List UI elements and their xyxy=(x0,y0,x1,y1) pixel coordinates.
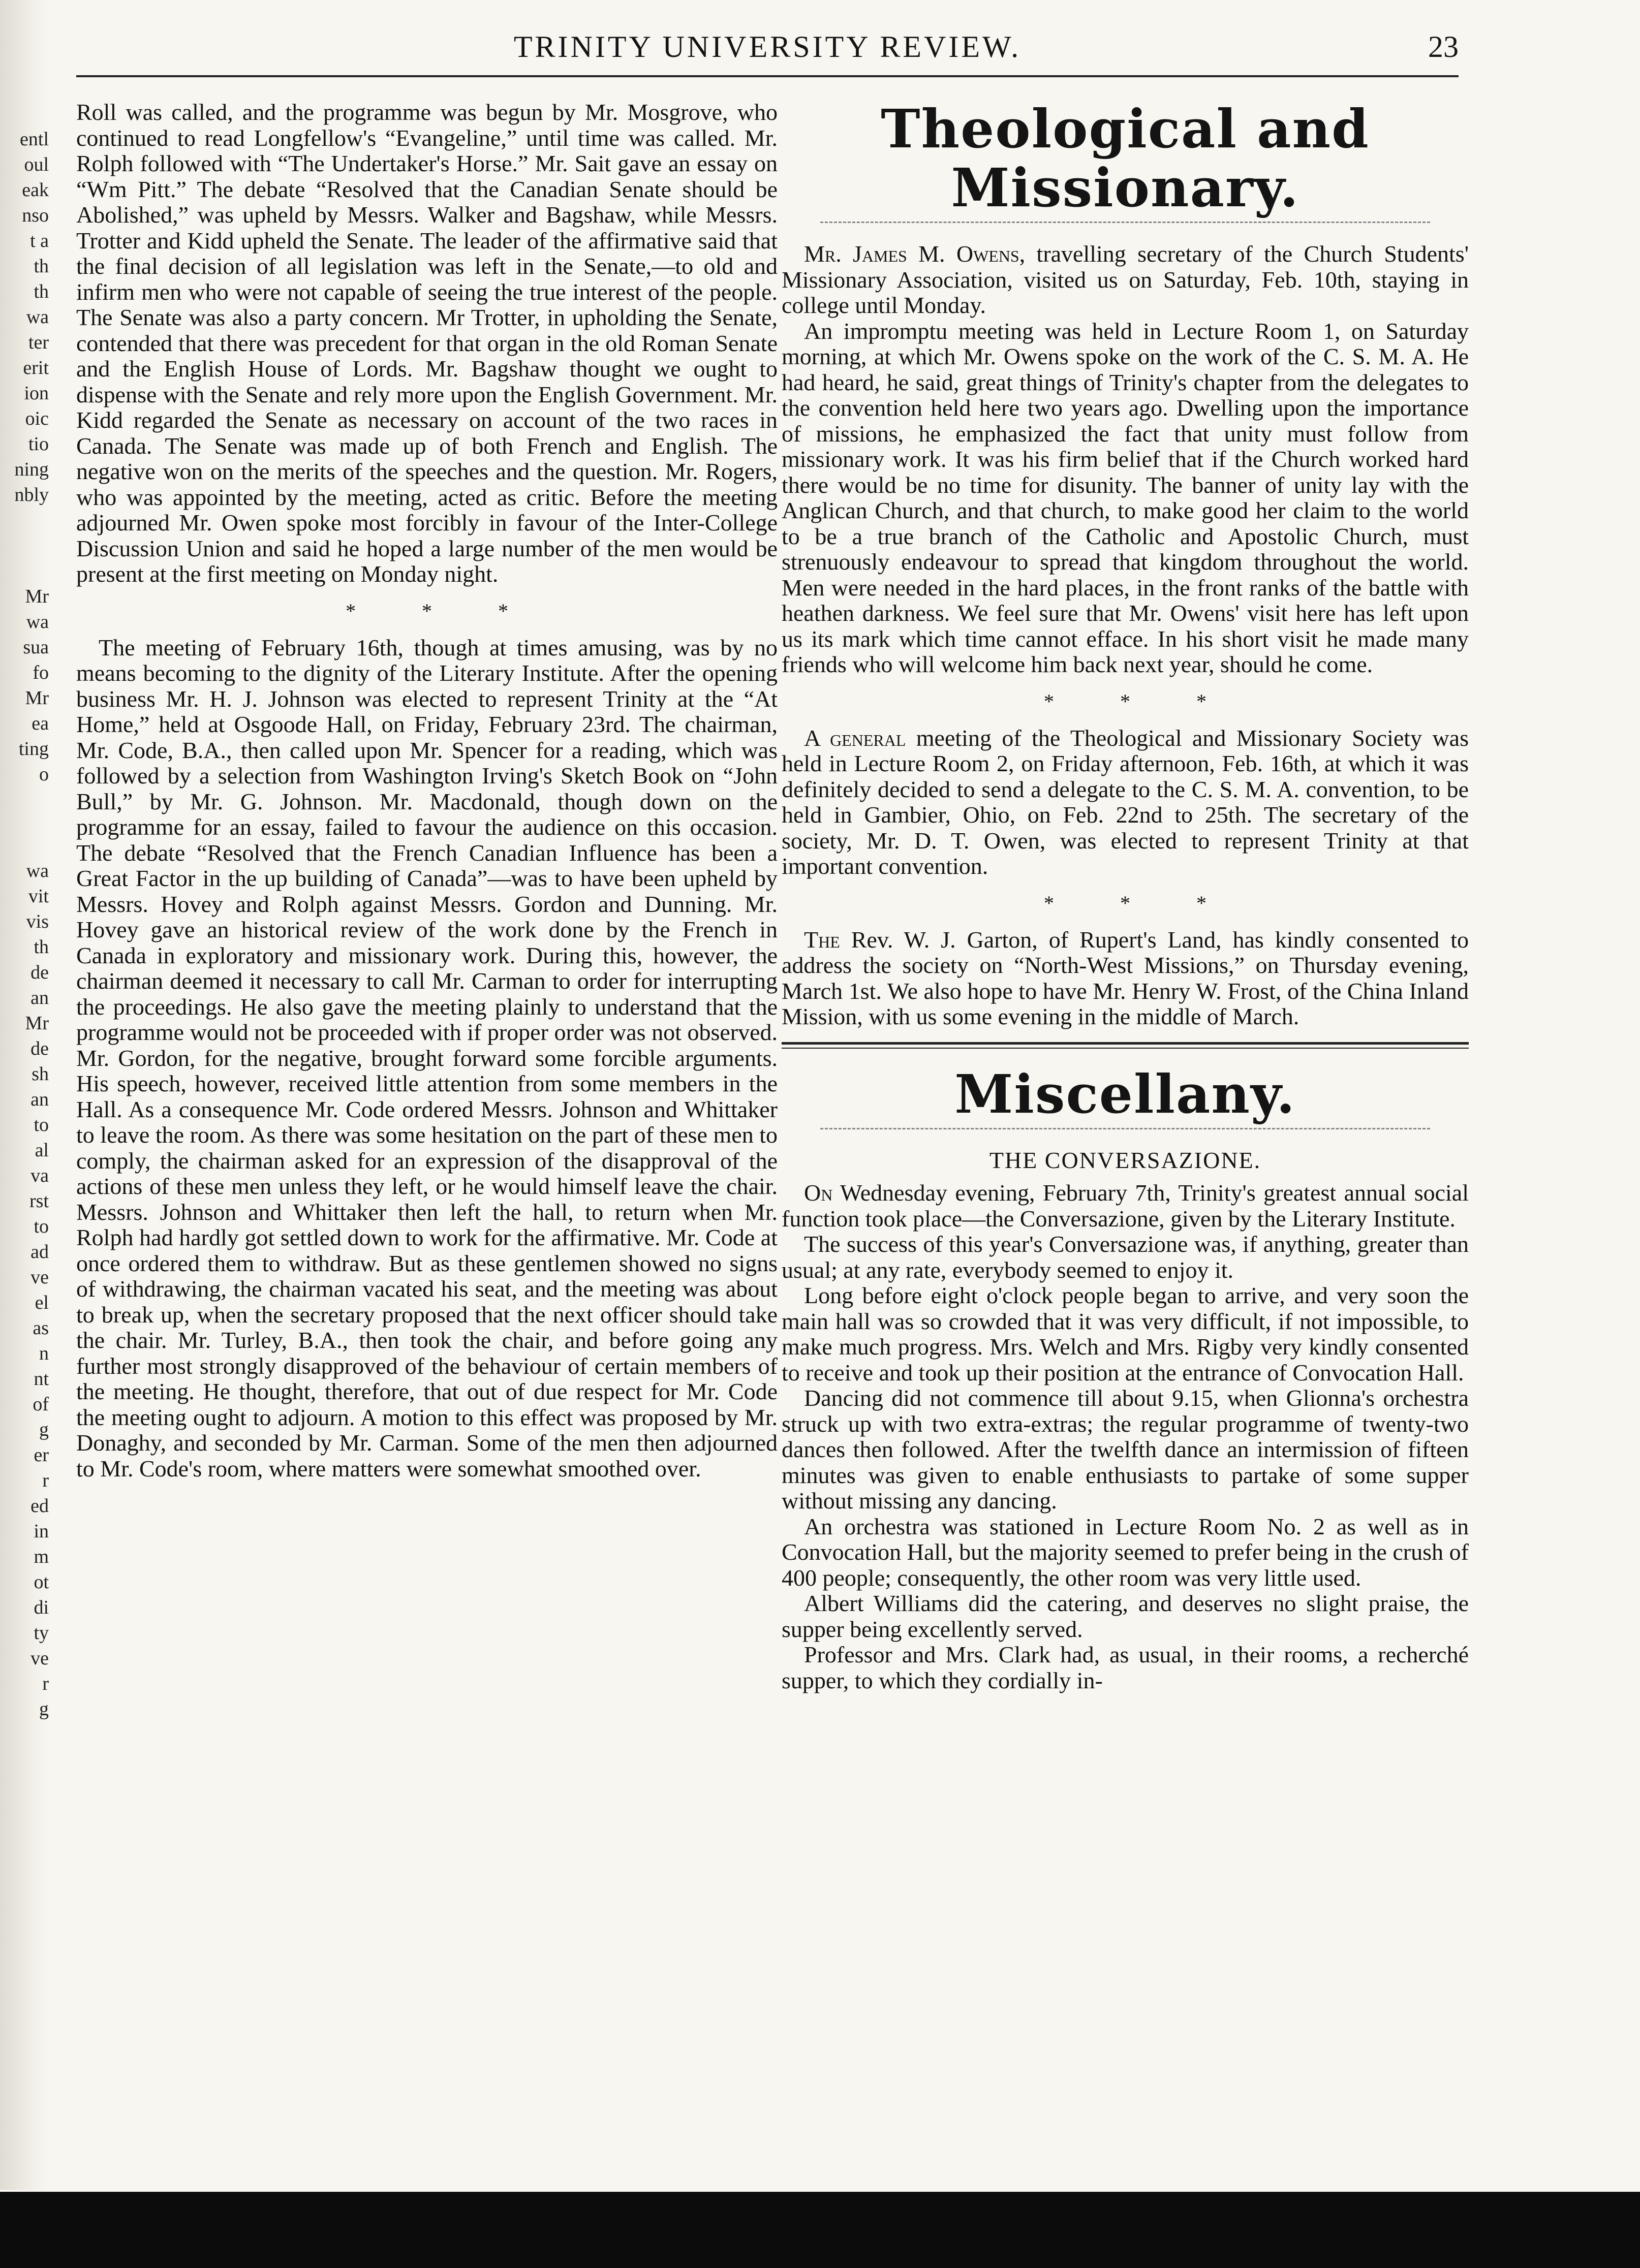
margin-fragment: ion xyxy=(24,383,49,404)
section-separator: * * * xyxy=(1044,891,1237,915)
margin-fragment: ed xyxy=(30,1495,49,1517)
margin-fragment: wa xyxy=(26,860,49,881)
margin-fragment: oul xyxy=(24,154,49,175)
margin-fragment: erit xyxy=(23,357,49,379)
section-separator: * * * xyxy=(1044,689,1237,713)
margin-fragment: va xyxy=(30,1165,49,1186)
margin-fragment: ea xyxy=(32,713,49,734)
article-paragraph: The success of this year's Conversazione was, if anything, greater than usual; at any rate, everybody seemed to enjoy it. xyxy=(782,1231,1469,1283)
margin-fragment: ting xyxy=(18,738,49,760)
running-title: TRINITY UNIVERSITY REVIEW. xyxy=(513,30,1022,64)
margin-fragment: in xyxy=(34,1521,49,1542)
margin-fragment: an xyxy=(30,987,49,1009)
margin-fragment: ot xyxy=(34,1571,49,1593)
heading-rule xyxy=(820,222,1430,223)
margin-fragment: tio xyxy=(28,433,49,455)
article-paragraph: An orchestra was stationed in Lecture Room No. 2 as well as in Convocation Hall, but the majority seemed to prefer being in the crush of 400 people; consequently, the other room was very little used. xyxy=(782,1513,1469,1591)
article-subheading: THE CONVERSAZIONE. xyxy=(989,1147,1261,1173)
heading-rule xyxy=(820,1128,1430,1129)
miscellany-heading: Miscellany. xyxy=(954,1062,1296,1125)
margin-fragment: of xyxy=(33,1394,49,1415)
margin-fragment: oic xyxy=(25,408,49,429)
article-paragraph xyxy=(782,1180,1469,1232)
theological-heading: Theological and Missionary. xyxy=(881,100,1370,219)
margin-fragment: fo xyxy=(33,662,49,683)
article-paragraph: The meeting of February 16th, though at times amusing, was by no means becoming to the dignity of the Literary Institute. After the opening business Mr. H. J. Johnson was elected to represent Trinity at the “At Home,” held at Osgoode Hall, on Friday, February 23rd. The chairman, Mr. Code, B.A., then called upon Mr. Spencer for a reading, which was followed by a selection from Washington Irving's Sketch Book on “John Bull,” by Mr. G. Johnson. Mr. Macdonald, though down on the programme for an essay, failed to favour the audience on this occasion. The debate “Resolved that the French Canadian Influence has been a Great Factor in the up building of Canada”—was to have been upheld by Messrs. Hovey and Rolph against Messrs. Gordon and Dunning. Mr. Hovey gave an historical review of the work done by the French in Canada in exploratory and missionary work. During this, however, the chairman deemed it necessary to call Mr. Carman to order for interrupting the proceedings. He also gave the meeting plainly to understand that the programme would not be proceeded with if proper order was not observed. Mr. Gordon, for the negative, brought forward some forcible arguments. His speech, however, received little attention from some members in the Hall. As a consequence Mr. Code ordered Messrs. Johnson and Whittaker to leave the room. As there was some hesitation on the part of these men to comply, the chairman asked for an expression of the disapproval of the actions of these men unless they left, or he would himself leave the chair. Messrs. Johnson and Whittaker then left the hall, to return when Mr. Rolph had hardly got settled down to work for the affirmative. Mr. Code at once ordered them to withdraw. But as these gentlemen showed no signs of withdrawing, the chairman vacated his seat, and the meeting was about to break up, when the secretary proposed that the next officer should take the chair. Mr. Turley, B.A., then took the chair, and before going any further most strongly disapproved of the behaviour of certain members of the meeting. He thought, therefore, that out of due respect for Mr. Code the meeting ought to adjourn. A motion to this effect was proposed by Mr. Donaghy, and seconded by Mr. Carman. Some of the men then adjourned to Mr. Code's room, where matters were somewhat smoothed over. xyxy=(76,634,778,1482)
margin-fragment: Mr xyxy=(25,1013,49,1034)
left-column xyxy=(76,100,778,2132)
margin-fragment: th xyxy=(34,936,49,958)
margin-fragment: ter xyxy=(28,332,49,353)
margin-fragment: er xyxy=(34,1444,49,1466)
paragraph-text: meeting of the Theological and Missionary Society was held in Lecture Room 2, on Friday afternoon, Feb. 16th, at which it was definitely decided to send a delegate to the C. S. M. A. convention, to be held in Gambier, Ohio, on Feb. 22nd to 25th. The secretary of the society, Mr. D. T. Owen, was elected to represent Trinity at that important convention. xyxy=(782,724,1469,879)
margin-fragment: nso xyxy=(22,205,49,226)
header-rule xyxy=(76,75,1459,77)
margin-fragment: t a xyxy=(30,230,49,251)
margin-fragment: o xyxy=(39,764,49,785)
right-column xyxy=(782,100,1469,2132)
lead-in: On xyxy=(804,1180,833,1206)
article-paragraph: Roll was called, and the programme was begun by Mr. Mosgrove, who continued to read Longfellow's “Evangeline,” until time was called. Mr. Rolph followed with “The Undertaker's Horse.” Mr. Sait gave an essay on “Wm Pitt.” The debate “Resolved that the Canadian Senate should be Abolished,” was upheld by Messrs. Walker and Bagshaw, while Messrs. Trotter and Kidd upheld the Senate. The leader of the affirmative said that the final decision of all legislation was left in the Senate,—to old and infirm men who were not capable of seeing the true interest of the people. The Senate was also a party concern. Mr Trotter, in upholding the Senate, contended that there was precedent for that organ in the old Roman Senate and the English House of Lords. Mr. Bagshaw thought we ought to dispense with the Senate and rely more upon the English Government. Mr. Kidd regarded the Senate as necessary on account of the two races in Canada. The Senate was made up of both French and English. The negative won on the merits of the speeches and the question. Mr. Rogers, who was appointed by the meeting, acted as critic. Before the meeting adjourned Mr. Owen spoke most forcibly in favour of the Inter-College Discussion Union and said he hoped a large number of the men would be present at the first meeting on Monday night. xyxy=(76,100,778,587)
margin-fragment: r xyxy=(42,1470,49,1491)
paragraph-text: Rev. W. J. Garton, of Rupert's Land, has kindly consented to address the society on “North-West Missions,” on Thursday evening, March 1st. We also hope to have Mr. Henry W. Frost, of the China Inland Mission, with us some evening in the middle of March. xyxy=(782,926,1469,1029)
margin-fragment: el xyxy=(35,1292,49,1313)
margin-fragment: an xyxy=(30,1089,49,1110)
margin-fragment: nbly xyxy=(14,484,49,506)
article-paragraph xyxy=(782,726,1469,879)
article-paragraph: Professor and Mrs. Clark had, as usual, in their rooms, a recherché supper, to which they cordially in- xyxy=(782,1642,1469,1693)
margin-fragment: as xyxy=(33,1317,49,1339)
margin-fragment: de xyxy=(30,1038,49,1059)
margin-fragment: wa xyxy=(26,306,49,328)
margin-fragment: to xyxy=(34,1114,49,1136)
margin-fragment: ad xyxy=(30,1241,49,1263)
paragraph-text: Wednesday evening, February 7th, Trinity's greatest annual social function took place—the Conversazione, given by the Literary Institute. xyxy=(782,1180,1469,1232)
margin-fragment: eak xyxy=(22,179,49,201)
margin-fragment: entl xyxy=(20,129,49,150)
margin-fragment: ve xyxy=(30,1648,49,1669)
margin-fragment: th xyxy=(34,256,49,277)
page-number: 23 xyxy=(1428,30,1459,64)
margin-fragment: th xyxy=(34,281,49,302)
margin-fragment: sh xyxy=(32,1063,49,1085)
adjacent-page-edge xyxy=(0,0,51,2190)
margin-fragment: Mr xyxy=(25,586,49,607)
section-separator: * * * xyxy=(346,599,539,622)
paragraph-text: travelling secretary of the Church Students' Missionary Association, visited us on Saturday, Feb. 10th, staying in college until Monday. xyxy=(782,241,1469,318)
margin-fragment: nt xyxy=(34,1368,49,1390)
margin-fragment: di xyxy=(34,1597,49,1618)
margin-fragment: ve xyxy=(30,1267,49,1288)
margin-fragment: g xyxy=(39,1698,49,1720)
margin-fragment: Mr xyxy=(25,687,49,709)
margin-fragment: vis xyxy=(26,911,49,932)
section-divider xyxy=(782,1042,1469,1049)
margin-fragment: m xyxy=(34,1546,49,1567)
article-paragraph xyxy=(782,241,1469,319)
margin-fragment: rst xyxy=(29,1190,49,1212)
margin-fragment: ning xyxy=(14,459,49,480)
scan-border xyxy=(0,2192,1640,2268)
margin-fragment: sua xyxy=(23,637,49,658)
margin-fragment: r xyxy=(42,1673,49,1694)
margin-fragment: ty xyxy=(34,1622,49,1644)
article-paragraph xyxy=(782,927,1469,1030)
lead-in: Mr. James M. Owens, xyxy=(804,241,1026,267)
margin-fragment: to xyxy=(34,1216,49,1237)
lead-in: A general xyxy=(804,724,906,751)
article-paragraph: Long before eight o'clock people began to arrive, and very soon the main hall was so crowded that it was very difficult, if not impossible, to make much progress. Mrs. Welch and Mrs. Rigby very kindly consented to receive and took up their position at the entrance of Convocation Hall. xyxy=(782,1282,1469,1385)
margin-fragment: al xyxy=(35,1140,49,1161)
margin-fragment: g xyxy=(39,1419,49,1440)
margin-fragment: de xyxy=(30,962,49,983)
article-paragraph: Albert Williams did the catering, and deserves no slight praise, the supper being excellently served. xyxy=(782,1590,1469,1642)
margin-fragment: n xyxy=(39,1343,49,1364)
article-paragraph: An impromptu meeting was held in Lecture Room 1, on Saturday morning, at which Mr. Owens spoke on the work of the C. S. M. A. He had heard, he said, great things of Trinity's chapter from the delegates to the convention held here two years ago. Dwelling upon the importance of missions, he emphasized the fact that unity must follow from missionary work. It was his firm belief that if the Church worked hard there would be no time for disunity. The banner of unity lay with the Anglican Church, and that church, to make good her claim to the world to be a true branch of the Catholic and Apostolic Church, must strenuously endeavour to spread that kingdom throughout the world. Men were needed in the hard places, in the front ranks of the battle with heathen darkness. We feel sure that Mr. Owens' visit here has left upon us its mark which time cannot efface. In his short visit he made many friends who will welcome him back next year, should he come. xyxy=(782,318,1469,677)
page-header xyxy=(76,29,1459,69)
lead-in: The xyxy=(804,926,840,953)
article-paragraph: Dancing did not commence till about 9.15, when Glionna's orchestra struck up with two extra-extras; the regular programme of twenty-two dances then followed. After the twelfth dance an intermission of fifteen minutes was given to enable enthusiasts to partake of some supper without missing any dancing. xyxy=(782,1385,1469,1514)
margin-fragment: wa xyxy=(26,611,49,633)
margin-fragment: vit xyxy=(28,886,49,907)
